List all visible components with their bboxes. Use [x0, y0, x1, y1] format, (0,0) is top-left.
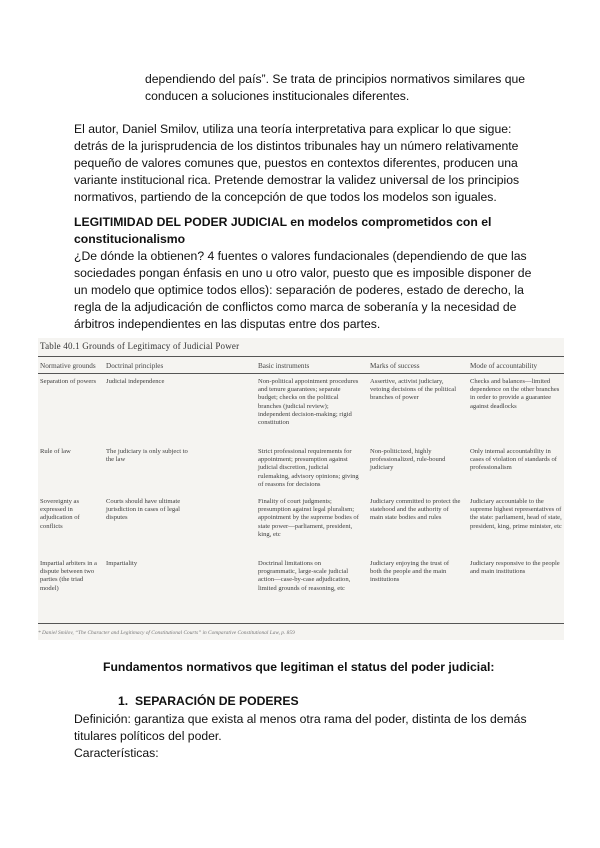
legitimacy-table-image — [38, 338, 564, 640]
table-cell: Courts should have ultimate jurisdiction in cases of legal disputes — [106, 498, 181, 522]
intro-continuation: dependiendo del país”. Se trata de principios normativos similares que conducen a soluciones institucionales diferentes. — [145, 72, 526, 103]
table-cell: Sovereignty as expressed in adjudication of conflicts — [40, 498, 80, 530]
table-cell: Separation of powers — [40, 378, 97, 385]
table-header: Doctrinal principles — [106, 362, 164, 370]
fuentes-paragraph: ¿De dónde la obtienen? 4 fuentes o valores fundacionales (dependiendo de que las sociedades pongan énfasis en uno u otro valor, puesto que es imposible disponer de un modelo que optimice todos ellos): separación de poderes, estado de derecho, la regla de la adjudicación de conflictos como marca de soberanía y la necesidad de árbitros independientes en las disputas entre dos partes. — [74, 249, 532, 331]
legitimidad-heading: LEGITIMIDAD DEL PODER JUDICIAL en modelos comprometidos con el constitucionalismo — [74, 215, 492, 246]
table-cell: Judiciary committed to protect the statehood and the authority of main state bodies and rules — [370, 498, 461, 522]
table-cell: Strict professional requirements for appointment; presumption against judicial discretion, judicial rulemaking, advisory opinions; giving of reasons for decisions — [258, 448, 359, 488]
table-cell: Assertive, activist judiciary, vetoing decisions of the political branches of power — [370, 378, 457, 402]
section-title: SEPARACIÓN DE PODERES — [134, 694, 299, 708]
table-cell: Finality of court judgments; presumption against legal pluralism; appointment by the supreme bodies of state power—parliament, president, king, etc — [258, 498, 359, 538]
table-header-rule — [38, 373, 564, 374]
table-cell: The judiciary is only subject to the law — [106, 448, 188, 464]
table-header: Marks of success — [370, 362, 420, 370]
author-paragraph: El autor, Daniel Smilov, utiliza una teoría interpretativa para explicar lo que sigue: detrás de la jurisprudencia de los distintos tribunales hay un número relativamente pequeño de valores comunes que, puestos en contextos diferentes, producen una variante institucional rica. Pretende demostrar la validez universal de los principios normativos, partiendo de la concepción de que todos los modelos son iguales. — [74, 122, 520, 204]
table-cell: Doctrinal limitations on programmatic, large-scale judicial action—case-by-case adjudication, limited grounds of reasoning, etc — [258, 560, 351, 592]
table-cell: Rule of law — [40, 448, 71, 455]
table-cell: Non-political appointment procedures and tenure guarantees; separate budget; checks on the political branches (judicial review); independent decision-making; rigid constitution — [258, 378, 359, 427]
table-cell: Only internal accountability in cases of violation of standards of professionalism — [470, 448, 557, 472]
table-header: Normative grounds — [40, 362, 96, 370]
table-cell: Judicial independence — [106, 378, 165, 385]
table-header: Basic instruments — [258, 362, 310, 370]
fundamentos-heading: Fundamentos normativos que legitiman el status del poder judicial: — [103, 660, 495, 674]
table-bottom-rule — [38, 623, 564, 624]
table-cell: Impartial arbiters in a dispute between two parties (the triad model) — [40, 560, 97, 592]
table-cell: Judiciary enjoying the trust of both the people and the main institutions — [370, 560, 450, 584]
table-cell: Impartiality — [106, 560, 138, 567]
definition-paragraph: Definición: garantiza que exista al menos otra rama del poder, distinta de los demás titulares políticos del poder. — [74, 712, 527, 743]
section-number: 1. — [118, 694, 129, 708]
table-cell: Non-politicized, highly professionalized, rule-bound judiciary — [370, 448, 446, 472]
table-top-rule — [38, 356, 564, 357]
caracteristicas-label: Características: — [74, 746, 159, 760]
table-cell: Checks and balances—limited dependence on the other branches in order to provide a guarantee against deadlocks — [470, 378, 560, 410]
table-cell: Judiciary accountable to the supreme highest representatives of the state: parliament, head of state, president, king, prime minister, etc — [470, 498, 562, 530]
table-caption: Table 40.1 Grounds of Legitimacy of Judicial Power — [40, 341, 240, 351]
table-footnote: * Daniel Smilov, “The Character and Legitimacy of Constitutional Courts” in Comparative Constitutional Law, p. 859 — [38, 630, 295, 636]
table-cell: Judiciary responsive to the people and main institutions — [470, 560, 560, 576]
table-header: Mode of accountability — [470, 362, 538, 370]
section-heading — [118, 694, 299, 708]
